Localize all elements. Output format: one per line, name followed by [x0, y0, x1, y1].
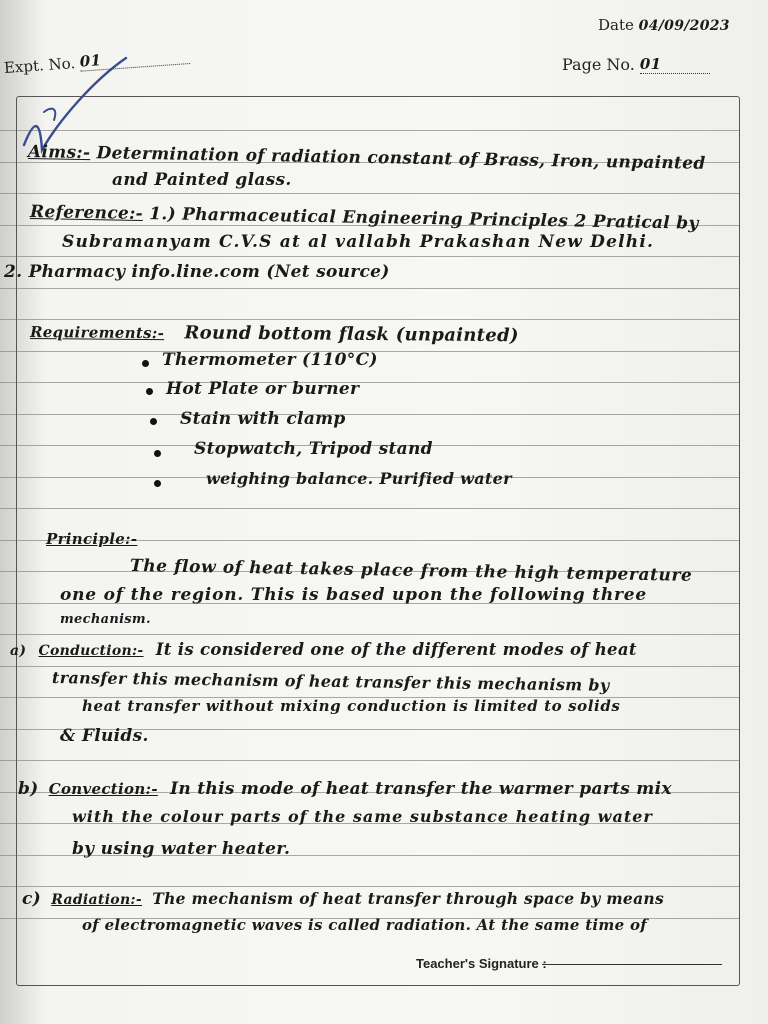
requirement-item: weighing balance. Purified water [206, 469, 512, 488]
principle-text-1: The flow of heat takes place from the high temperature [129, 556, 693, 586]
requirement-item: Thermometer (110°C) [162, 350, 378, 370]
conduction-text-1: It is considered one of the different modes of heat [155, 640, 637, 659]
page-no-value: 01 [639, 55, 662, 73]
convection-line-1 [18, 779, 672, 799]
requirement-item: Stain with clamp [180, 409, 346, 429]
bullet-icon [154, 480, 161, 487]
reference-text-3: 2. Pharmacy info.line.com (Net source) [4, 262, 390, 282]
bullet-icon [146, 388, 153, 395]
conduction-heading: Conduction:- [38, 643, 144, 659]
requirements-heading: Requirements:- [29, 323, 165, 343]
teacher-signature-label: Teacher's Signature : [416, 956, 547, 971]
bullet-icon [154, 450, 161, 457]
date-field [598, 16, 730, 34]
date-value: 04/09/2023 [638, 18, 730, 34]
conduction-text-4: & Fluids. [60, 726, 149, 746]
convection-text-2: with the colour parts of the same substance heating water [72, 807, 653, 826]
radiation-marker: c) [22, 889, 41, 909]
conduction-text-3: heat transfer without mixing conduction is limited to solids [82, 697, 621, 715]
signature-line [542, 964, 722, 965]
principle-text-3: mechanism. [60, 612, 151, 627]
requirements-first-item: Round bottom flask (unpainted) [184, 322, 519, 347]
date-label: Date [598, 16, 634, 34]
reference-heading: Reference:- [29, 202, 144, 224]
requirements-line-1 [30, 321, 519, 346]
requirement-item: Stopwatch, Tripod stand [194, 439, 433, 459]
expt-no-label: Expt. No. [3, 54, 76, 77]
conduction-marker: a) [10, 643, 27, 659]
principle-text-2: one of the region. This is based upon the following three [60, 585, 647, 605]
bullet-icon [142, 360, 149, 367]
convection-text-3: by using water heater. [72, 839, 291, 859]
radiation-line-1 [22, 889, 664, 909]
conduction-line-1 [10, 640, 637, 660]
expt-no-value: 01 [79, 51, 102, 71]
convection-text-1: In this mode of heat transfer the warmer parts mix [170, 779, 672, 799]
radiation-text-2: of electromagnetic waves is called radiation. At the same time of [82, 916, 648, 934]
radiation-heading: Radiation:- [51, 892, 143, 908]
radiation-text-1: The mechanism of heat transfer through space by means [152, 889, 665, 908]
reference-text-2: Subramanyam C.V.S at al vallabh Prakashan New Delhi. [62, 232, 655, 252]
reference-text-1: 1.) Pharmaceutical Engineering Principles 2 Pratical by [149, 204, 699, 234]
conduction-text-2: transfer this mechanism of heat transfer this mechanism by [51, 668, 610, 695]
convection-marker: b) [18, 779, 39, 799]
convection-heading: Convection:- [48, 780, 158, 798]
page-no-field [562, 54, 710, 74]
aim-text-2: and Painted glass. [112, 170, 292, 190]
requirement-item: Hot Plate or burner [166, 379, 360, 399]
aim-heading: Aims:- [27, 142, 91, 164]
page-no-label: Page No. [562, 55, 635, 74]
aim-text-1: Determination of radiation constant of Brass, Iron, unpainted [96, 143, 706, 174]
principle-heading: Principle:- [46, 530, 138, 548]
bullet-icon [150, 418, 157, 425]
